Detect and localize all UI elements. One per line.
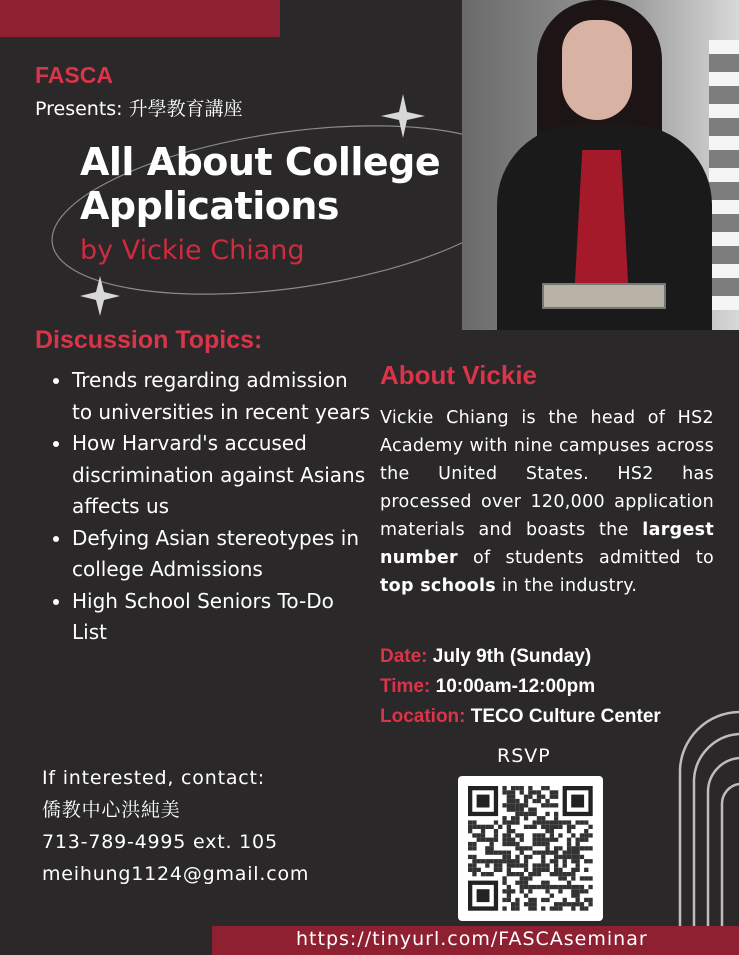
sparkle-icon <box>80 276 120 316</box>
list-item: • Defying Asian stereotypes in college Admissions <box>72 523 372 586</box>
speaker-byline: by Vickie Chiang <box>80 235 305 266</box>
date-label: Date: <box>380 646 428 667</box>
brand-name: FASCA <box>35 62 113 88</box>
rsvp-label: RSVP <box>497 745 551 767</box>
event-date <box>380 646 591 668</box>
location-value: TECO Culture Center <box>470 706 661 727</box>
topics-list <box>48 365 372 649</box>
qr-code-icon <box>458 776 603 921</box>
qr-code[interactable] <box>458 776 603 921</box>
about-heading: About Vickie <box>380 360 538 390</box>
rsvp-link[interactable]: https://tinyurl.com/FASCAseminar <box>296 928 648 950</box>
list-item: • Trends regarding admission to universities in recent years <box>72 365 372 428</box>
top-accent-bar <box>0 0 280 37</box>
presents-line: Presents: 升學教育講座 <box>35 98 243 120</box>
event-time <box>380 676 595 698</box>
about-text-part: in the industry. <box>496 576 638 596</box>
about-bold-part: top schools <box>380 576 497 596</box>
time-value: 10:00am-12:00pm <box>435 676 596 697</box>
about-text-part: of students admitted to <box>457 548 714 568</box>
list-item: • High School Seniors To-Do List <box>72 586 372 649</box>
sparkle-icon <box>381 94 425 138</box>
contact-email[interactable]: meihung1124@gmail.com <box>42 863 310 885</box>
title-line-2: Applications <box>80 184 339 228</box>
list-item: • How Harvard's accused discrimination against Asians affects us <box>72 428 372 523</box>
title-line-1: All About College <box>80 140 441 184</box>
about-text-part: Vickie Chiang is the head of HS2 Academy with nine campuses across the United States. HS2 has processed over 120,000 application materials and boasts the <box>380 408 714 540</box>
location-label: Location: <box>380 706 466 727</box>
about-text <box>380 404 714 600</box>
contact-intro: If interested, contact: <box>42 767 265 789</box>
contact-phone[interactable]: 713-789-4995 ext. 105 <box>42 831 278 853</box>
time-label: Time: <box>380 676 431 697</box>
event-location <box>380 706 661 728</box>
contact-block <box>42 762 309 890</box>
date-value: July 9th (Sunday) <box>432 646 592 667</box>
discussion-heading: Discussion Topics: <box>35 326 263 354</box>
contact-name: 僑教中心洪純美 <box>42 799 181 821</box>
event-title <box>80 140 440 228</box>
speaker-photo <box>462 0 739 330</box>
about-bold-part: largest number <box>380 520 714 568</box>
